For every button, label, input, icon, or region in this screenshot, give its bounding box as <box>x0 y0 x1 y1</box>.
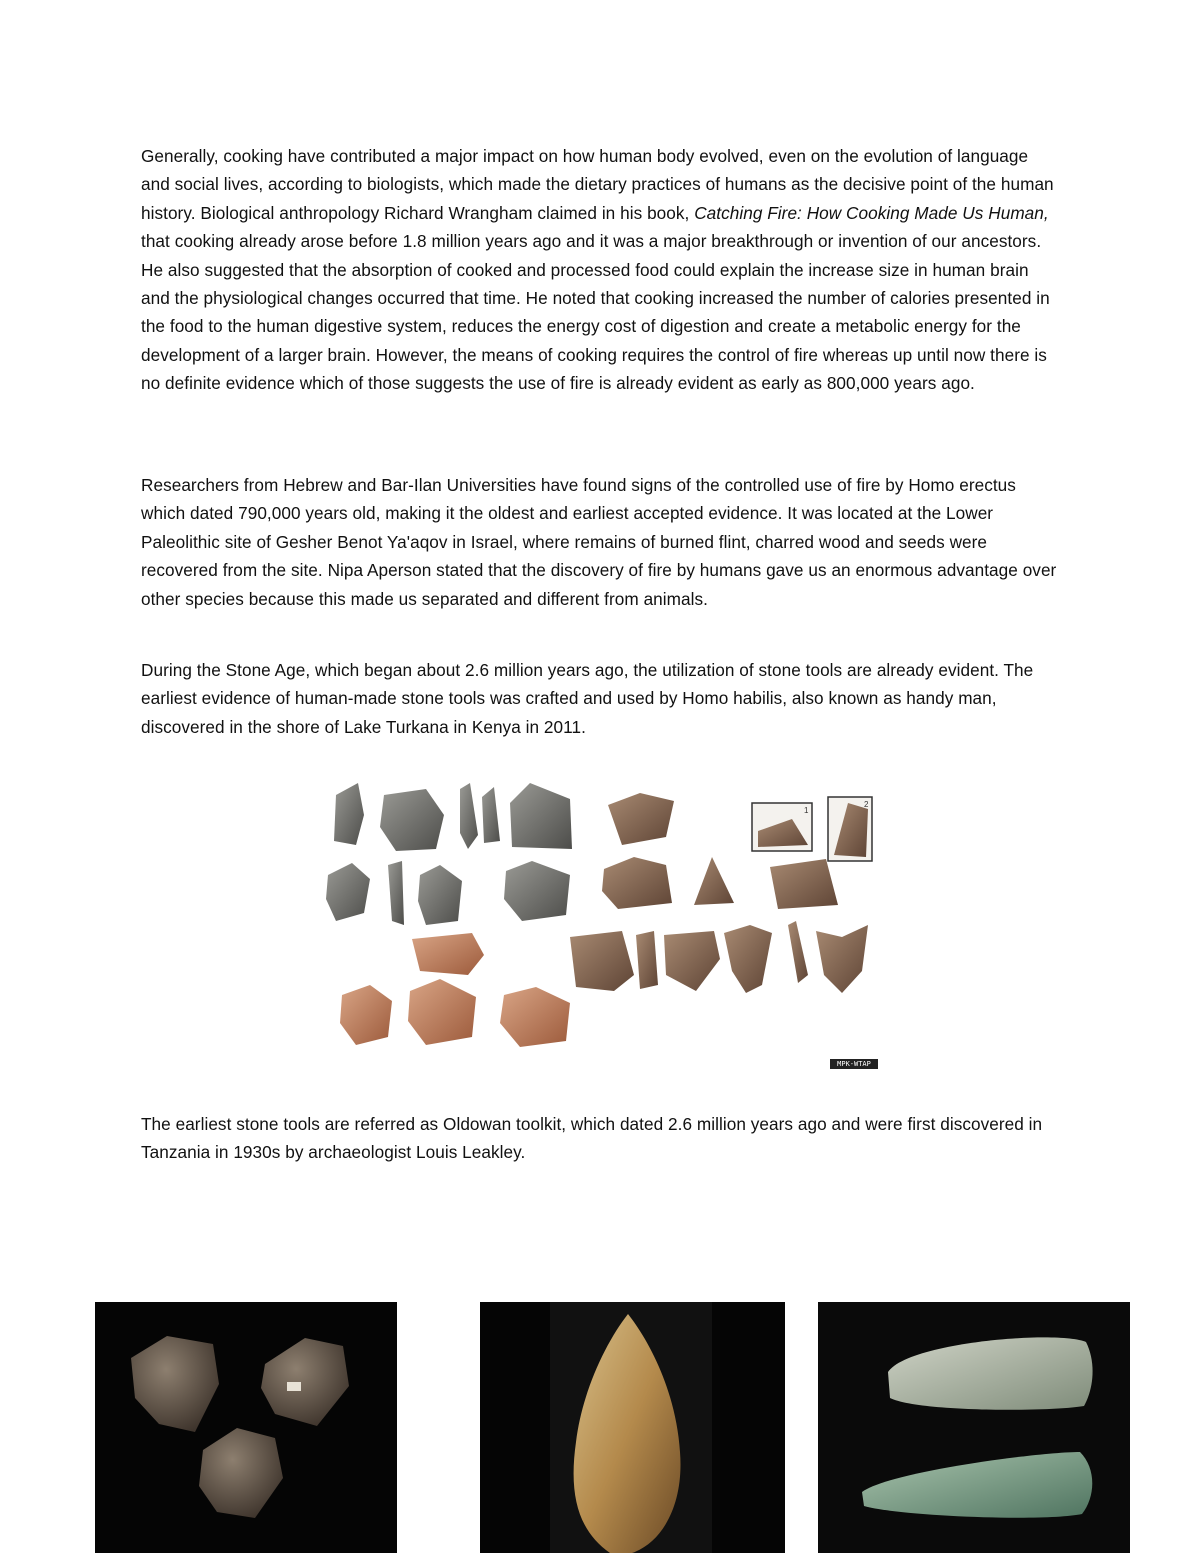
paragraph-cooking <box>141 142 1059 398</box>
image-watermark: MPK-WTAP <box>830 1059 878 1069</box>
photo-hand-axe <box>480 1302 785 1553</box>
paragraph-fire <box>141 471 1059 613</box>
inset-label-2: 2 <box>864 800 869 809</box>
paragraph-oldowan <box>141 1110 1059 1167</box>
stone-tools-figure <box>322 775 882 1075</box>
polished-axes-illustration <box>818 1302 1130 1553</box>
paragraph-stone-age <box>141 656 1059 741</box>
inset-label-1: 1 <box>804 806 809 815</box>
paragraph-text: that cooking already arose before 1.8 million years ago and it was a major breakthrough or invention of our ancestors. He also suggested that the absorption of cooked and processed food could explain the increase size in human brain and the physiological changes occurred that time. He noted that cooking increased the number of calories presented in the food to the human digestive system, reduces the energy cost of digestion and create a metabolic energy for the development of a larger brain. However, the means of cooking requires the control of fire whereas up until now there is no definite evidence which of those suggests the use of fire is already evident as early as 800,000 years ago. <box>141 231 1050 394</box>
paragraph-text: During the Stone Age, which began about 2.6 million years ago, the utilization of stone tools are already evident. The earliest evidence of human-made stone tools was crafted and used by Homo habilis, also known as handy man, discovered in the shore of Lake Turkana in Kenya in 2011. <box>141 660 1034 737</box>
hand-axe-illustration <box>480 1302 785 1553</box>
photo-oldowan-choppers <box>95 1302 397 1553</box>
paragraph-text: The earliest stone tools are referred as Oldowan toolkit, which dated 2.6 million years ago and were first discovered in Tanzania in 1930s by archaeologist Louis Leakley. <box>141 1114 1043 1163</box>
photo-polished-axes <box>818 1302 1130 1553</box>
paragraph-text: Generally, cooking have contributed a major impact on how human body evolved, even on the evolution of language and social lives, according to biologists, which made the dietary practices of humans as the decisive point of the human history. Biological anthropology Richard Wrangham claimed in his book, <box>141 146 1054 223</box>
paragraph-text: Researchers from Hebrew and Bar-Ilan Universities have found signs of the controlled use of fire by Homo erectus which dated 790,000 years old, making it the oldest and earliest accepted evidence. It was located at the Lower Paleolithic site of Gesher Benot Ya'aqov in Israel, where remains of burned flint, charred wood and seeds were recovered from the site. Nipa Aperson stated that the discovery of fire by humans gave us an enormous advantage over other species because this made us separated and different from animals. <box>141 475 1057 609</box>
stone-tools-illustration <box>322 775 882 1075</box>
book-title: Catching Fire: How Cooking Made Us Human, <box>694 202 1049 223</box>
oldowan-choppers-illustration <box>95 1302 397 1553</box>
